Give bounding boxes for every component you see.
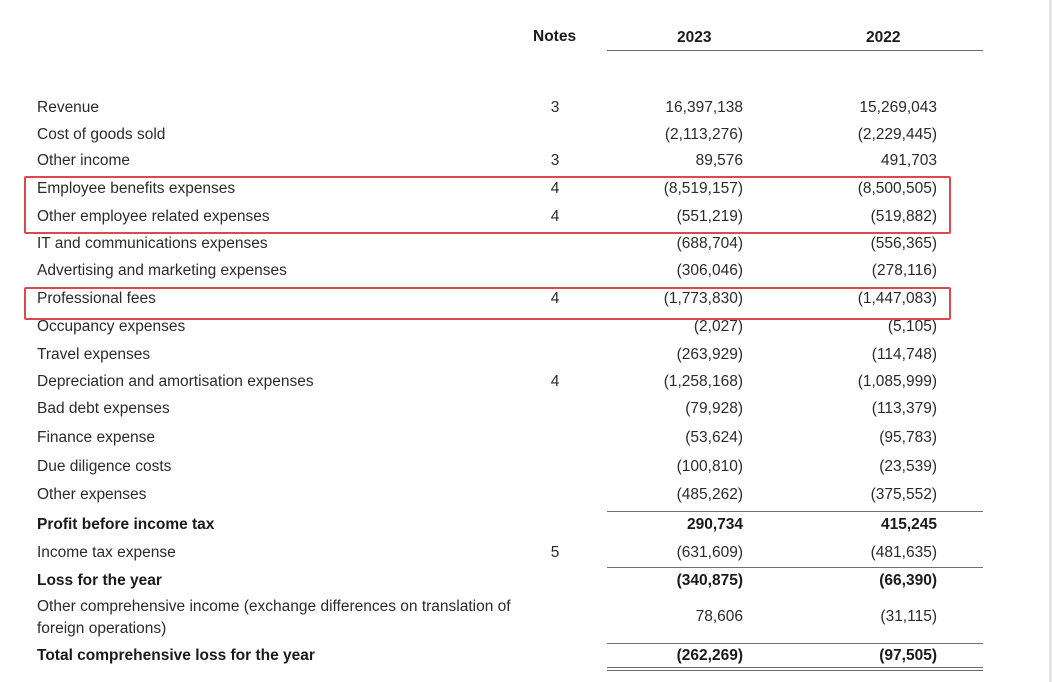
row-label: Depreciation and amortisation expenses (37, 373, 314, 390)
table-row (0, 152, 1000, 176)
row-note: 5 (550, 544, 560, 561)
row-label: Bad debt expenses (37, 400, 170, 417)
table-row (0, 373, 1000, 397)
row-value-2023: (485,262) (676, 486, 743, 503)
row-value-2022: (519,882) (870, 208, 937, 225)
header-2022: 2022 (866, 29, 901, 46)
table-row (0, 572, 1000, 596)
row-value-2022: (375,552) (870, 486, 937, 503)
row-value-2022: (2,229,445) (857, 126, 937, 143)
row-note: 3 (550, 152, 560, 169)
table-row (0, 99, 1000, 123)
table-row (0, 596, 1000, 642)
row-note: 4 (550, 373, 560, 390)
row-note: 4 (550, 208, 560, 225)
row-value-2023: 78,606 (695, 608, 743, 625)
header-notes: Notes (533, 28, 577, 45)
row-value-2023: (8,519,157) (663, 180, 743, 197)
highlight-box-professional-fees (24, 287, 951, 320)
row-value-2023: (631,609) (676, 544, 743, 561)
row-value-2023: (1,773,830) (663, 290, 743, 307)
table-row (0, 318, 1000, 342)
header-underline (607, 50, 983, 51)
row-value-2023: (551,219) (676, 208, 743, 225)
row-label: Income tax expense (37, 544, 176, 561)
subtotal-rule (607, 643, 983, 644)
row-label: Other income (37, 152, 131, 169)
row-label: Other comprehensive income (exchange differences on translation of foreign operations) (37, 598, 511, 637)
row-value-2022: 491,703 (880, 152, 937, 169)
table-row (0, 458, 1000, 482)
row-value-2023: 290,734 (686, 516, 743, 533)
table-row (0, 429, 1000, 453)
row-value-2023: (100,810) (676, 458, 743, 475)
row-label: Total comprehensive loss for the year (37, 647, 315, 664)
row-label: Employee benefits expenses (37, 180, 236, 197)
row-label: Advertising and marketing expenses (37, 262, 287, 279)
subtotal-rule (607, 511, 983, 512)
table-row (0, 235, 1000, 259)
row-value-2023: (1,258,168) (663, 373, 743, 390)
row-label: Loss for the year (37, 572, 162, 589)
row-label: Finance expense (37, 429, 156, 446)
row-label: Travel expenses (37, 346, 151, 363)
table-row (0, 346, 1000, 370)
row-label: Due diligence costs (37, 458, 172, 475)
row-value-2022: (1,447,083) (857, 290, 937, 307)
row-value-2022: (5,105) (887, 318, 937, 335)
row-value-2023: (262,269) (676, 647, 743, 664)
row-label: Professional fees (37, 290, 156, 307)
row-value-2022: (8,500,505) (857, 180, 937, 197)
row-value-2022: (97,505) (879, 647, 937, 664)
row-label: Profit before income tax (37, 516, 215, 533)
table-row (0, 486, 1000, 510)
row-value-2022: (66,390) (879, 572, 937, 589)
row-value-2022: (31,115) (880, 608, 937, 625)
row-value-2022: 415,245 (880, 516, 937, 533)
table-row (0, 544, 1000, 568)
table-row (0, 400, 1000, 424)
header-2023: 2023 (677, 29, 712, 46)
row-value-2022: (95,783) (879, 429, 937, 446)
table-row (0, 126, 1000, 150)
row-value-2022: (278,116) (871, 262, 937, 279)
table-row (0, 516, 1000, 540)
row-value-2022: (481,635) (870, 544, 937, 561)
row-value-2023: (688,704) (676, 235, 743, 252)
row-value-2022: (23,539) (879, 458, 937, 475)
row-label: Revenue (37, 99, 100, 116)
row-value-2022: (113,379) (871, 400, 937, 417)
row-note: 3 (550, 99, 560, 116)
row-value-2023: 16,397,138 (665, 99, 743, 116)
subtotal-rule (607, 567, 983, 568)
row-value-2022: 15,269,043 (859, 99, 937, 116)
row-value-2023: 89,576 (695, 152, 743, 169)
row-value-2022: (114,748) (871, 346, 937, 363)
row-note: 4 (550, 290, 560, 307)
row-value-2023: (340,875) (676, 572, 743, 589)
row-value-2023: (53,624) (685, 429, 743, 446)
row-value-2022: (1,085,999) (857, 373, 937, 390)
row-value-2023: (2,113,276) (664, 126, 743, 143)
table-row (0, 262, 1000, 286)
row-label: Other expenses (37, 486, 147, 503)
row-value-2023: (2,027) (693, 318, 743, 335)
row-label: Cost of goods sold (37, 126, 166, 143)
row-label: Occupancy expenses (37, 318, 186, 335)
row-label: IT and communications expenses (37, 235, 268, 252)
row-value-2023: (263,929) (676, 346, 743, 363)
total-double-rule (607, 667, 983, 671)
row-value-2023: (79,928) (685, 400, 743, 417)
row-value-2022: (556,365) (870, 235, 937, 252)
highlight-box-employee-expenses (24, 176, 951, 234)
row-note: 4 (550, 180, 560, 197)
row-label: Other employee related expenses (37, 208, 270, 225)
row-value-2023: (306,046) (676, 262, 743, 279)
